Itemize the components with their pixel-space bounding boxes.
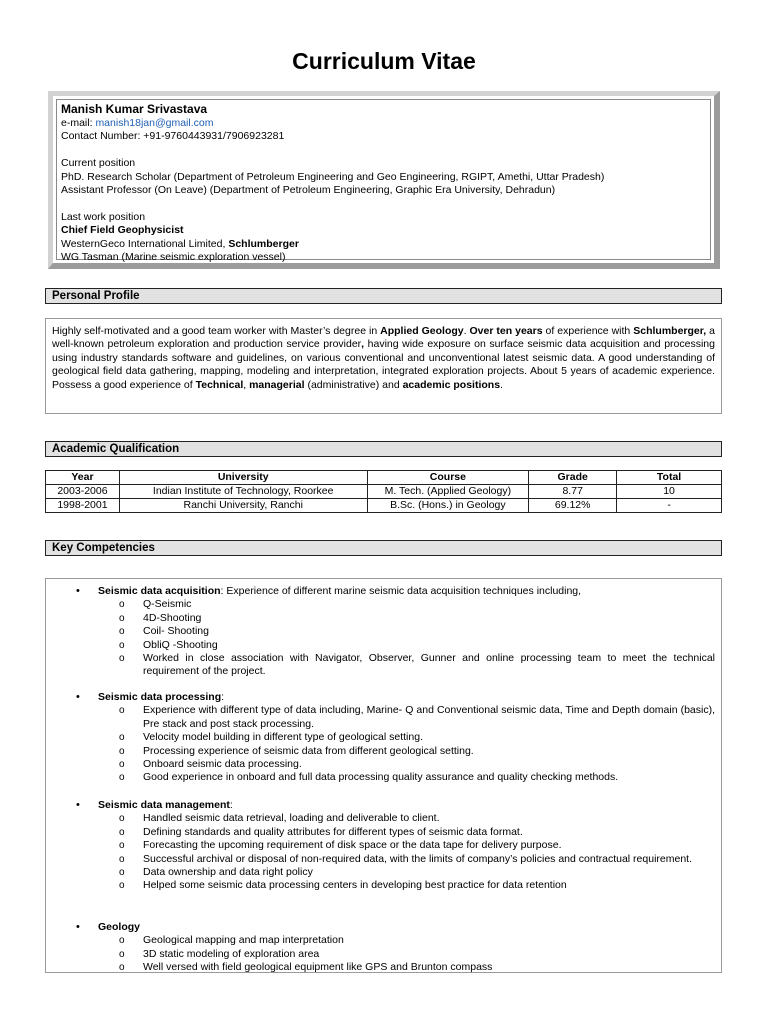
table-cell: M. Tech. (Applied Geology)	[367, 485, 529, 499]
bullet-icon: •	[76, 799, 80, 811]
personal-profile-text: Highly self-motivated and a good team worker with Master’s degree in Applied Geology. Over ten years of experience with Schlumberger, a well-known petroleum exploration and production service provider, having wide exposure on surface seismic data acquisition and processing using industry standards software and guidelines, on various conventional and unconventional latest seismic data. A good understanding of geological field data gathering, mapping, modeling and interpretation, integrated exploration projects. About 5 years of academic experience. Possess a good experience of Technical, managerial (administrative) and academic positions.	[52, 325, 716, 391]
company-parent: Schlumberger	[228, 237, 299, 250]
list-item: o Geological mapping and map interpretation	[119, 934, 344, 947]
current-position-phd: PhD. Research Scholar (Department of Petroleum Engineering and Geo Engineering, RGIPT, Amethi, Uttar Pradesh)	[61, 170, 605, 183]
circle-bullet-icon: o	[119, 626, 125, 638]
contact-number: Contact Number: +91-9760443931/7906923281	[61, 130, 285, 143]
table-cell: 2003-2006	[46, 485, 120, 499]
list-item: o Coil- Shooting	[119, 625, 209, 638]
circle-bullet-icon: o	[119, 745, 125, 757]
bullet-icon: •	[76, 585, 80, 597]
list-item: o Successful archival or disposal of non-required data, with the limits of company’s policies and contractual requirement.	[119, 852, 692, 865]
list-item: o Processing experience of seismic data from different geological setting.	[119, 744, 474, 757]
table-cell: 1998-2001	[46, 499, 120, 513]
last-position-heading: Last work position	[61, 210, 146, 223]
circle-bullet-icon: o	[119, 880, 125, 892]
list-item: o Well versed with field geological equipment like GPS and Brunton compass	[119, 961, 493, 974]
circle-bullet-icon: o	[119, 732, 125, 744]
current-position-professor: Assistant Professor (On Leave) (Department of Petroleum Engineering, Graphic Era University, Dehradun)	[61, 184, 556, 197]
competency-heading: • Seismic data management:	[76, 799, 233, 811]
list-item: o Forecasting the upcoming requirement of disk space or the data tape for delivery purpose.	[119, 839, 562, 852]
table-cell: Indian Institute of Technology, Roorkee	[119, 485, 367, 499]
list-item: o Handled seismic data retrieval, loading and deliverable to client.	[119, 812, 440, 825]
column-header: Year	[46, 471, 120, 485]
table-header-row	[46, 471, 722, 485]
column-header: Total	[617, 471, 722, 485]
list-item: o ObliQ -Shooting	[119, 638, 218, 651]
list-item: o 4D-Shooting	[119, 611, 202, 624]
table-cell: 10	[617, 485, 722, 499]
table-cell: -	[617, 499, 722, 513]
list-item: o Good experience in onboard and full data processing quality assurance and quality checking methods.	[119, 771, 619, 784]
circle-bullet-icon: o	[119, 948, 125, 960]
circle-bullet-icon: o	[119, 826, 125, 838]
key-competencies-heading: Key Competencies	[45, 540, 722, 556]
circle-bullet-icon: o	[119, 759, 125, 771]
column-header: Course	[367, 471, 529, 485]
competency-management	[46, 799, 721, 893]
bullet-icon: •	[76, 691, 80, 703]
table-row	[46, 485, 722, 499]
competency-acquisition	[46, 585, 721, 679]
list-item: o Q-Seismic	[119, 598, 192, 611]
contact-box	[48, 91, 720, 269]
candidate-name: Manish Kumar Srivastava	[61, 102, 208, 116]
last-position-title: Chief Field Geophysicist	[61, 224, 184, 237]
circle-bullet-icon: o	[119, 772, 125, 784]
circle-bullet-icon: o	[119, 813, 125, 825]
academic-qualification-heading: Academic Qualification	[45, 441, 722, 457]
contact-inner-frame	[56, 99, 711, 264]
last-position-vessel: WG Tasman (Marine seismic exploration vessel)	[61, 251, 286, 264]
competency-geology	[46, 921, 721, 975]
circle-bullet-icon: o	[119, 612, 125, 624]
circle-bullet-icon: o	[119, 599, 125, 611]
circle-bullet-icon: o	[119, 867, 125, 879]
circle-bullet-icon: o	[119, 935, 125, 947]
table-cell: Ranchi University, Ranchi	[119, 499, 367, 513]
circle-bullet-icon: o	[119, 705, 125, 717]
personal-profile-box	[45, 318, 722, 414]
academic-table	[45, 470, 722, 513]
circle-bullet-icon: o	[119, 853, 125, 865]
table-cell: B.Sc. (Hons.) in Geology	[367, 499, 529, 513]
document-title: Curriculum Vitae	[292, 48, 476, 74]
list-item: o Data ownership and data right policy	[119, 866, 313, 879]
company-name: WesternGeco International Limited,	[61, 237, 229, 250]
circle-bullet-icon: o	[119, 639, 125, 651]
circle-bullet-icon: o	[119, 962, 125, 974]
table-cell: 69.12%	[529, 499, 617, 513]
competency-processing	[46, 691, 721, 785]
table-cell: 8.77	[529, 485, 617, 499]
list-item: o 3D static modeling of exploration area	[119, 947, 320, 960]
competency-heading: • Seismic data acquisition: Experience of different marine seismic data acquisition techniques including,	[76, 585, 582, 597]
column-header: University	[119, 471, 367, 485]
list-item: o Experience with different type of data including, Marine- Q and Conventional seismic data, Time and Depth domain (basic), Pre stack and post stack processing.	[119, 704, 715, 730]
bullet-icon: •	[76, 921, 80, 933]
circle-bullet-icon: o	[119, 840, 125, 852]
list-item: o Onboard seismic data processing.	[119, 758, 302, 771]
list-item: o Helped some seismic data processing centers in developing best practice for data retention	[119, 879, 567, 892]
list-item: o Worked in close association with Navigator, Observer, Gunner and online processing team to meet the technical requirement of the project.	[119, 652, 715, 678]
circle-bullet-icon: o	[119, 653, 125, 665]
personal-profile-heading: Personal Profile	[45, 288, 722, 304]
key-competencies-box	[45, 578, 722, 973]
list-item: o Velocity model building in different type of geological setting.	[119, 731, 423, 744]
column-header: Grade	[529, 471, 617, 485]
table-row	[46, 499, 722, 513]
last-position-company	[61, 238, 706, 251]
email-line	[61, 117, 706, 130]
email-label: e-mail:	[61, 117, 96, 129]
competency-heading: • Seismic data processing:	[76, 691, 225, 703]
email-link[interactable]: manish18jan@gmail.com	[95, 117, 214, 129]
competency-heading: • Geology	[76, 921, 141, 933]
current-position-heading: Current position	[61, 157, 136, 170]
list-item: o Defining standards and quality attributes for different types of seismic data format.	[119, 825, 523, 838]
